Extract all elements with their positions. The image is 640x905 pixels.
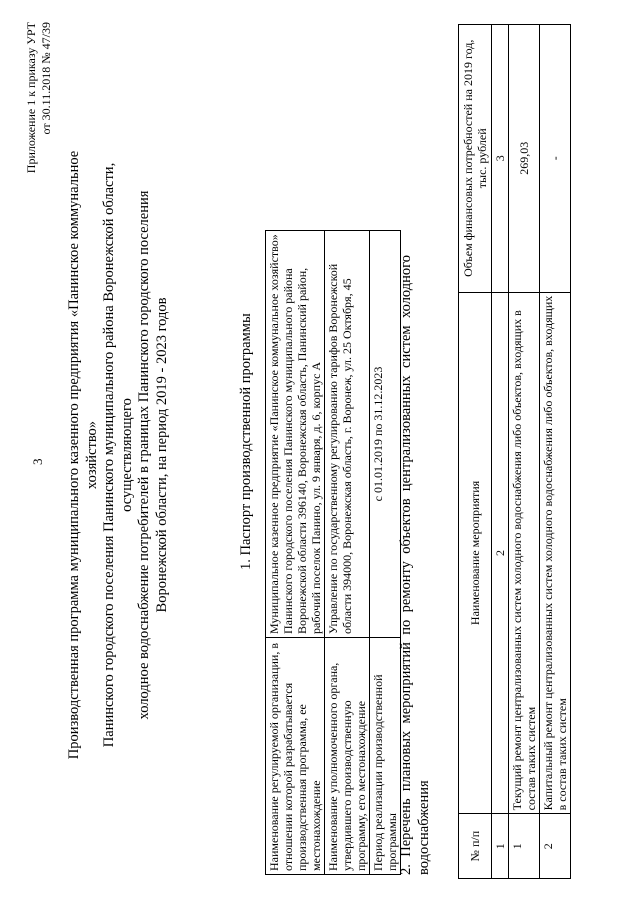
passport-value: Муниципальное казенное предприятие «Панинское коммунальное хозяйство» Панинского городского поселения Панинского муниципального района Воронежской области 396140, Воронежская область, Панинский район, рабочий поселок Панино, ул. 9 января, д. 6, корпус А <box>266 231 325 638</box>
table-header-row <box>459 25 492 879</box>
table-row <box>540 25 571 879</box>
title-line-3: холодное водоснабжение потребителей в границах Панинского городского поселения <box>136 190 152 720</box>
column-header: № п/п <box>459 814 492 879</box>
document-title <box>66 135 171 775</box>
column-number: 3 <box>492 25 509 293</box>
section-2-heading-tail: водоснабжения <box>416 780 432 875</box>
passport-label: Период реализации производственной программы <box>370 638 401 875</box>
title-line-1: Производственная программа муниципального казенного предприятия «Панинское коммунальное хозяйство» <box>66 150 100 760</box>
appendix-line-2: от 30.11.2018 № 47/39 <box>39 22 53 135</box>
measure-name: Капитальный ремонт централизованных систем холодного водоснабжения либо объектов, входящих в состав таких систем <box>540 292 571 814</box>
section-2-heading: 2. Перечень плановых мероприятий по ремонту объектов централизованных систем холодного <box>398 255 414 875</box>
passport-value: Управление по государственному регулированию тарифов Воронежской области 394000, Воронежская область, г. Воронеж, ул. 25 Октября, 45 <box>325 231 370 638</box>
column-number: 1 <box>492 814 509 879</box>
table-row <box>370 231 401 875</box>
passport-label: Наименование регулируемой организации, в отношении которой разрабатывается производственная программа, ее местонахождение <box>266 638 325 875</box>
title-line-2: Панинского городского поселения Панинского муниципального района Воронежской области, осуществляющего <box>101 162 135 748</box>
title-line-4: Воронежской области, на период 2019 - 2023 годов <box>153 297 170 613</box>
passport-table <box>265 230 401 875</box>
measure-name: Текущий ремонт централизованных систем холодного водоснабжения либо объектов, входящих в состав таких систем <box>509 292 540 814</box>
measure-amount: - <box>540 25 571 293</box>
column-header: Наименование мероприятия <box>459 292 492 814</box>
passport-value: с 01.01.2019 по 31.12.2023 <box>370 231 401 638</box>
row-number: 2 <box>540 814 571 879</box>
column-number: 2 <box>492 292 509 814</box>
passport-label: Наименование уполномоченного органа, утвердившего производственную программу, его местонахождение <box>325 638 370 875</box>
row-number: 1 <box>509 814 540 879</box>
appendix-note <box>24 22 54 173</box>
measure-amount: 269,03 <box>509 25 540 293</box>
table-row <box>325 231 370 875</box>
measures-table <box>458 24 571 879</box>
section-1-heading: 1. Паспорт производственной программы <box>238 313 254 570</box>
page-number: 3 <box>30 458 45 465</box>
column-number-row <box>492 25 509 879</box>
column-header: Объем финансовых потребностей на 2019 год, тыс. рублей <box>459 25 492 293</box>
table-row <box>266 231 325 875</box>
appendix-line-1: Приложение 1 к приказу УРТ <box>24 22 38 174</box>
table-row <box>509 25 540 879</box>
